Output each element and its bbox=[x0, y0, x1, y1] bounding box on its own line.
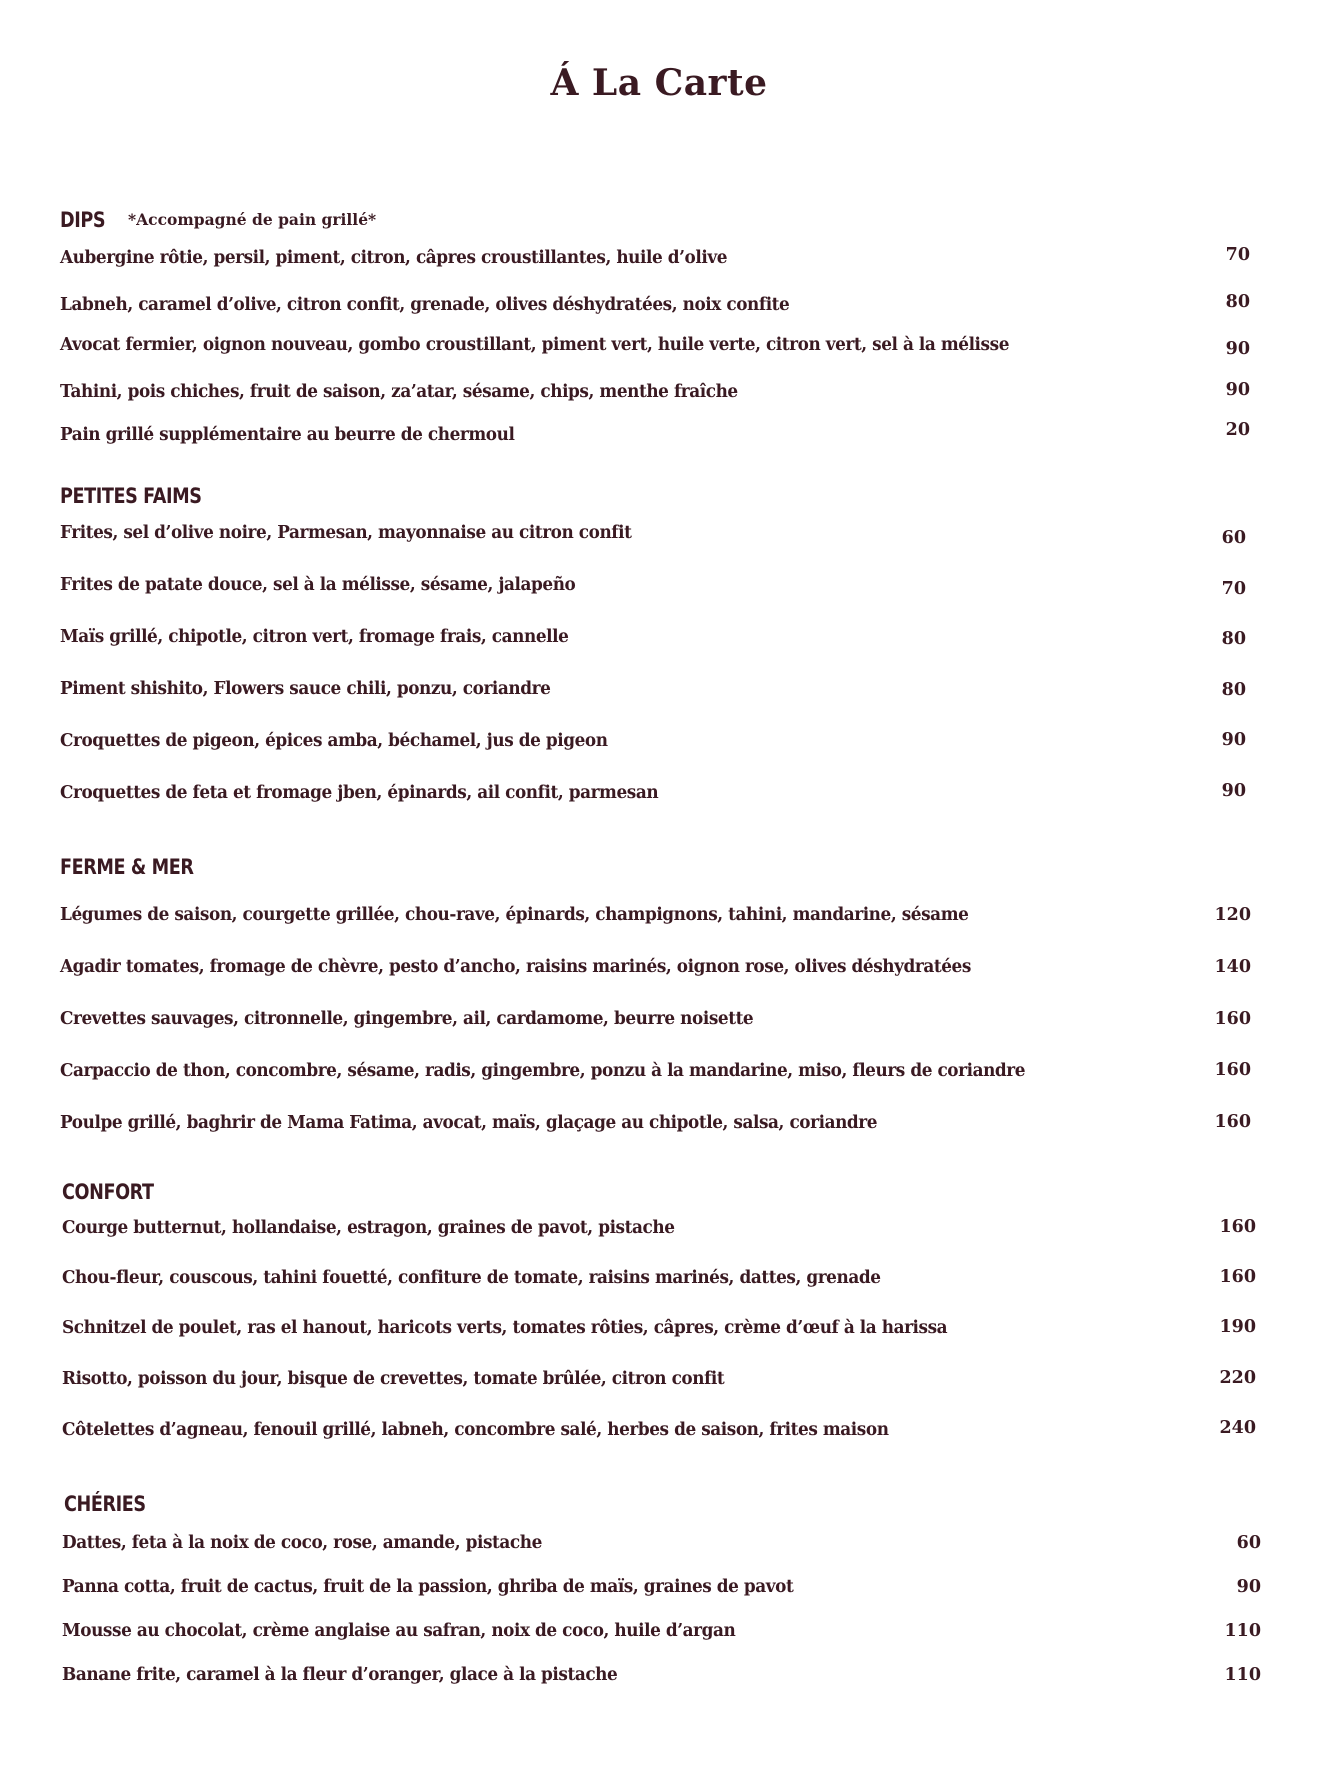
item-price: 80 bbox=[1225, 292, 1250, 312]
item-price: 90 bbox=[1221, 781, 1246, 801]
item-description: Courge butternut, hollandaise, estragon, graines de pavot, pistache bbox=[62, 1218, 675, 1238]
item-description: Carpaccio de thon, concombre, sésame, radis, gingembre, ponzu à la mandarine, miso, fleurs de coriandre bbox=[60, 1061, 1026, 1081]
item-price: 140 bbox=[1214, 957, 1251, 977]
item-description: Panna cotta, fruit de cactus, fruit de la passion, ghriba de maïs, graines de pavot bbox=[62, 1577, 794, 1597]
item-price: 20 bbox=[1225, 420, 1250, 440]
item-description: Poulpe grillé, baghrir de Mama Fatima, avocat, maïs, glaçage au chipotle, salsa, coriandre bbox=[60, 1113, 878, 1133]
item-price: 160 bbox=[1214, 1009, 1251, 1029]
item-description: Piment shishito, Flowers sauce chili, ponzu, coriandre bbox=[60, 679, 551, 699]
item-price: 70 bbox=[1225, 245, 1250, 265]
item-price: 110 bbox=[1224, 1621, 1261, 1641]
item-description: Agadir tomates, fromage de chèvre, pesto d’ancho, raisins marinés, oignon rose, olives déshydratées bbox=[60, 957, 971, 977]
item-price: 160 bbox=[1219, 1217, 1256, 1237]
item-description: Risotto, poisson du jour, bisque de crevettes, tomate brûlée, citron confit bbox=[62, 1369, 725, 1389]
section-header bbox=[62, 1180, 171, 1204]
item-price: 110 bbox=[1224, 1665, 1261, 1685]
item-price: 90 bbox=[1221, 730, 1246, 750]
section-title: DIPS bbox=[60, 208, 106, 232]
item-price: 60 bbox=[1221, 528, 1246, 548]
item-description: Croquettes de feta et fromage jben, épinards, ail confit, parmesan bbox=[60, 783, 659, 803]
item-description: Maïs grillé, chipotle, citron vert, fromage frais, cannelle bbox=[60, 627, 569, 647]
item-description: Côtelettes d’agneau, fenouil grillé, labneh, concombre salé, herbes de saison, frites maison bbox=[62, 1420, 889, 1440]
item-price: 240 bbox=[1219, 1418, 1256, 1438]
item-price: 160 bbox=[1214, 1060, 1251, 1080]
item-description: Légumes de saison, courgette grillée, chou-rave, épinards, champignons, tahini, mandarine, sésame bbox=[60, 905, 969, 925]
item-price: 70 bbox=[1221, 579, 1246, 599]
item-price: 160 bbox=[1219, 1267, 1256, 1287]
item-price: 90 bbox=[1225, 380, 1250, 400]
item-description: Pain grillé supplémentaire au beurre de chermoul bbox=[60, 425, 515, 445]
item-price: 190 bbox=[1219, 1317, 1256, 1337]
item-price: 90 bbox=[1236, 1577, 1261, 1597]
item-description: Aubergine rôtie, persil, piment, citron, câpres croustillantes, huile d’olive bbox=[60, 248, 728, 268]
item-description: Frites, sel d’olive noire, Parmesan, mayonnaise au citron confit bbox=[60, 523, 632, 543]
section-header bbox=[60, 855, 219, 879]
section-title: PETITES FAIMS bbox=[60, 484, 202, 508]
page-title: Á La Carte bbox=[550, 62, 768, 104]
section-title: FERME & MER bbox=[60, 855, 194, 879]
item-description: Dattes, feta à la noix de coco, rose, amande, pistache bbox=[62, 1533, 542, 1553]
item-description: Banane frite, caramel à la fleur d’oranger, glace à la pistache bbox=[62, 1665, 618, 1685]
item-description: Frites de patate douce, sel à la mélisse, sésame, jalapeño bbox=[60, 575, 576, 595]
section-header bbox=[60, 208, 114, 232]
item-price: 60 bbox=[1236, 1533, 1261, 1553]
section-header bbox=[64, 1492, 161, 1516]
section-title: CONFORT bbox=[62, 1180, 154, 1204]
item-description: Tahini, pois chiches, fruit de saison, za’atar, sésame, chips, menthe fraîche bbox=[60, 382, 738, 402]
item-price: 80 bbox=[1221, 629, 1246, 649]
section-header bbox=[60, 484, 229, 508]
item-price: 120 bbox=[1214, 905, 1251, 925]
section-note: *Accompagné de pain grillé* bbox=[128, 210, 377, 229]
item-description: Labneh, caramel d’olive, citron confit, grenade, olives déshydratées, noix confite bbox=[60, 295, 790, 315]
item-price: 80 bbox=[1221, 680, 1246, 700]
item-description: Avocat fermier, oignon nouveau, gombo croustillant, piment vert, huile verte, citron vert, sel à la mélisse bbox=[60, 335, 1010, 355]
item-description: Chou-fleur, couscous, tahini fouetté, confiture de tomate, raisins marinés, dattes, grenade bbox=[62, 1268, 881, 1288]
section-title: CHÉRIES bbox=[64, 1492, 146, 1516]
item-description: Schnitzel de poulet, ras el hanout, haricots verts, tomates rôties, câpres, crème d’œuf à la harissa bbox=[62, 1318, 948, 1338]
item-description: Mousse au chocolat, crème anglaise au safran, noix de coco, huile d’argan bbox=[62, 1621, 736, 1641]
item-description: Croquettes de pigeon, épices amba, béchamel, jus de pigeon bbox=[60, 731, 608, 751]
item-price: 220 bbox=[1219, 1368, 1256, 1388]
item-price: 90 bbox=[1225, 339, 1250, 359]
item-description: Crevettes sauvages, citronnelle, gingembre, ail, cardamome, beurre noisette bbox=[60, 1009, 754, 1029]
item-price: 160 bbox=[1214, 1112, 1251, 1132]
